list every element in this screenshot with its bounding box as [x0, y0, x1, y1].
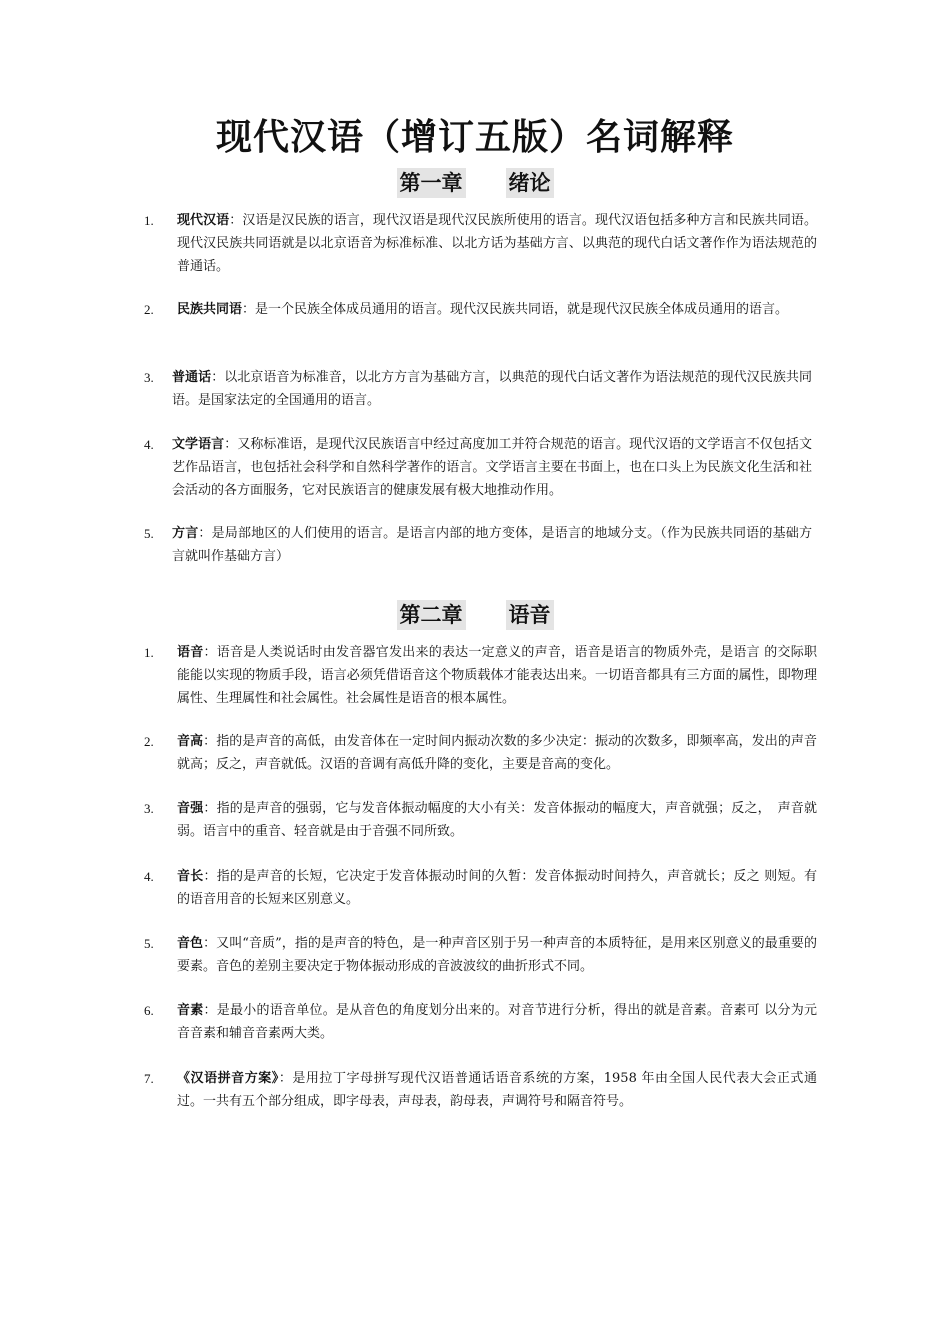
- item-number: 4.: [144, 437, 154, 452]
- item-text: 是局部地区的人们使用的语言。是语言内部的地方变体，是语言的地域分支。（作为民族共同语的基础方言就叫作基础方言）: [172, 526, 812, 564]
- item-separator: ：: [203, 869, 217, 884]
- item-separator: ：: [198, 526, 212, 541]
- chapter-name: 语音: [506, 600, 554, 630]
- item-body: [177, 999, 817, 1045]
- item-body: [177, 932, 817, 978]
- item-body: [177, 865, 817, 911]
- document-title: 现代汉语（增订五版）名词解释: [215, 117, 734, 158]
- item-number: 3.: [144, 370, 154, 385]
- item-text: 汉语是汉民族的语言，现代汉语是现代汉民族所使用的语言。现代汉语包括多种方言和民族共同语。现代汉民族共同语就是以北京语音为标准标准、以北方话为基础方言、以典范的现代白话文著作作为语法规范的普通话。: [177, 213, 817, 274]
- item-separator: ：: [203, 645, 217, 660]
- item-text: 以北京语音为标准音，以北方方言为基础方言，以典范的现代白话文著作为语法规范的现代汉民族共同语。是国家法定的全国通用的语言。: [172, 370, 812, 408]
- item-number: 4.: [144, 869, 154, 884]
- item-term: 方言: [172, 526, 199, 541]
- item-term: 文学语言: [172, 437, 225, 452]
- item-body: [177, 797, 817, 843]
- item-term: 音素: [177, 1003, 204, 1018]
- item-term: 音高: [177, 734, 204, 749]
- chapter-heading: [0, 168, 950, 198]
- item-body: [177, 298, 817, 321]
- item-term: 音强: [177, 801, 204, 816]
- item-term: 现代汉语: [177, 213, 230, 228]
- item-separator: ：: [229, 213, 243, 228]
- item-term: 语音: [177, 645, 204, 660]
- item-text: 指的是声音的高低，由发音体在一定时间内振动次数的多少决定：振动的次数多，即频率高，发出的声音就高；反之，声音就低。汉语的音调有高低升降的变化，主要是音高的变化。: [177, 734, 817, 772]
- item-text: 又称标准语，是现代汉民族语言中经过高度加工并符合规范的语言。现代汉语的文学语言不仅包括文艺作品语言，也包括社会科学和自然科学著作的语言。文学语言主要在书面上，也在口头上为民族文化生活和社会活动的各方面服务，它对民族语言的健康发展有极大地推动作用。: [172, 437, 812, 498]
- item-separator: ：: [224, 437, 238, 452]
- item-separator: ：: [242, 302, 256, 317]
- chapter-label: 第一章: [397, 168, 466, 198]
- item-separator: ：: [203, 734, 217, 749]
- item-term: 音色: [177, 936, 204, 951]
- item-text: 是一个民族全体成员通用的语言。现代汉民族共同语，就是现代汉民族全体成员通用的语言。: [255, 302, 789, 317]
- item-number: 3.: [144, 801, 154, 816]
- item-separator: ：: [203, 936, 217, 951]
- item-text: 又叫“音质”，指的是声音的特色，是一种声音区别于另一种声音的本质特征，是用来区别意义的最重要的要素。音色的差别主要决定于物体振动形成的音波波纹的曲折形式不同。: [177, 936, 817, 974]
- item-body: [172, 522, 812, 568]
- item-text: 是用拉丁字母拼写现代汉语普通话语音系统的方案，1958 年由全国人民代表大会正式通过。一共有五个部分组成，即字母表，声母表，韵母表，声调符号和隔音符号。: [177, 1071, 817, 1109]
- chapter-label: 第二章: [397, 600, 466, 630]
- item-text: 是最小的语音单位。是从音色的角度划分出来的。对音节进行分析，得出的就是音素。音素可 以分为元音音素和辅音音素两大类。: [177, 1003, 817, 1041]
- item-number: 7.: [144, 1071, 154, 1086]
- item-body: [172, 433, 812, 502]
- item-separator: ：: [278, 1071, 293, 1086]
- item-separator: ：: [211, 370, 225, 385]
- item-text: 指的是声音的强弱，它与发音体振动幅度的大小有关：发音体振动的幅度大，声音就强；反之， 声音就弱。语言中的重音、轻音就是由于音强不同所致。: [177, 801, 817, 839]
- item-number: 1.: [144, 645, 154, 660]
- item-body: [177, 730, 817, 776]
- chapter-name: 绪论: [506, 168, 554, 198]
- item-body: [172, 366, 812, 412]
- item-term: 《汉语拼音方案》: [177, 1071, 279, 1086]
- item-text: 语音是人类说话时由发音器官发出来的表达一定意义的声音，语音是语言的物质外壳，是语言 的交际职能能以实现的物质手段，语言必须凭借语音这个物质载体才能表达出来。一切语音都具有三方面的属性，即物理属性、生理属性和社会属性。社会属性是语音的根本属性。: [177, 645, 817, 706]
- item-body: [177, 641, 817, 710]
- item-number: 2.: [144, 302, 154, 317]
- item-separator: ：: [203, 801, 217, 816]
- item-body: [177, 209, 817, 278]
- item-text: 指的是声音的长短，它决定于发音体振动时间的久暂：发音体振动时间持久，声音就长；反之 则短。有的语音用音的长短来区别意义。: [177, 869, 817, 907]
- item-body: [177, 1067, 817, 1113]
- item-number: 5.: [144, 526, 154, 541]
- item-number: 5.: [144, 936, 154, 951]
- item-term: 普通话: [172, 370, 212, 385]
- item-number: 1.: [144, 213, 154, 228]
- item-number: 6.: [144, 1003, 154, 1018]
- item-separator: ：: [203, 1003, 217, 1018]
- item-number: 2.: [144, 734, 154, 749]
- item-term: 音长: [177, 869, 204, 884]
- chapter-heading: [0, 600, 950, 630]
- item-term: 民族共同语: [177, 302, 243, 317]
